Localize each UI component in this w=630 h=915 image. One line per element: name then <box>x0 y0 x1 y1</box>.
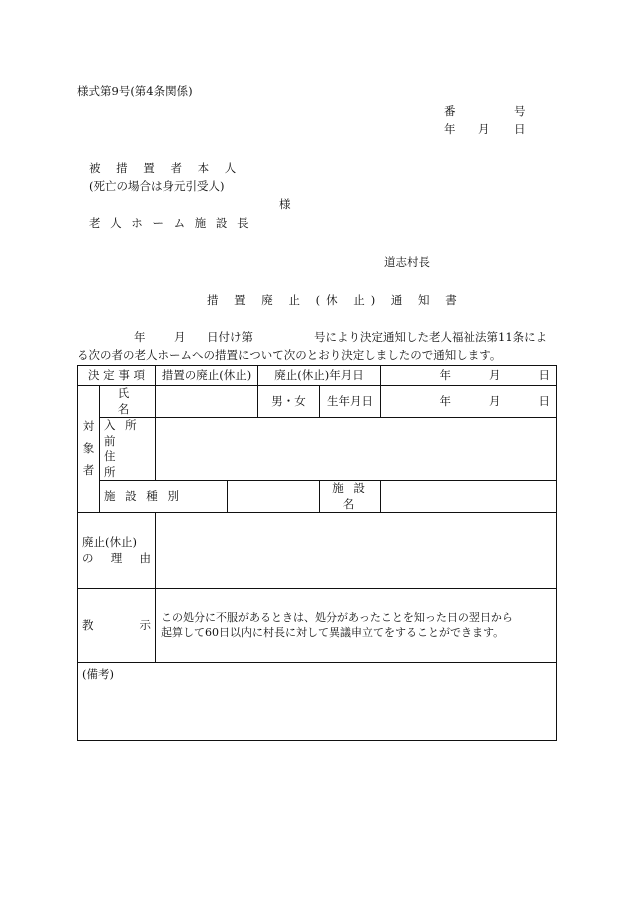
intro-month: 月 <box>174 330 186 344</box>
reason-row <box>78 513 557 589</box>
reason-label: 廃止(休止) の 理 由 <box>78 513 156 589</box>
birthdate-label: 生年月日 <box>320 386 381 418</box>
name-row <box>78 386 557 418</box>
stop-date-month: 月 <box>489 367 501 382</box>
decision-row <box>78 366 557 386</box>
document-title: 措 置 廃 止 (休 止) 通 知 書 <box>207 293 463 307</box>
number-label-ban: 番 <box>444 104 456 118</box>
stop-date-day: 日 <box>538 367 551 382</box>
facility-row <box>78 481 557 513</box>
form-number: 様式第9号(第4条関係) <box>77 84 193 98</box>
intro-line1-rest: 号により決定通知した老人福祉法第11条によ <box>314 330 548 344</box>
name-field[interactable] <box>156 386 258 418</box>
number-label-go: 号 <box>514 104 526 118</box>
address-field[interactable] <box>156 418 557 481</box>
intro-line2: る次の者の老人ホームへの措置について次のとおり決定しましたので通知します。 <box>77 348 502 362</box>
name-label: 氏 名 <box>100 386 156 418</box>
stop-date-field[interactable] <box>381 366 557 386</box>
intro-year: 年 <box>134 330 146 344</box>
form-table <box>77 365 557 741</box>
facility-type-label: 施 設 種 別 <box>100 481 228 513</box>
remarks-row <box>78 663 557 741</box>
facility-name-label: 施 設 名 <box>320 481 381 513</box>
facility-name-field[interactable] <box>381 481 557 513</box>
intro-date-no: 日付け第 <box>207 330 253 344</box>
instruction-row <box>78 589 557 663</box>
address-label: 入 所 前 住 所 <box>100 418 156 481</box>
addressee-line2: (死亡の場合は身元引受人) <box>89 179 225 193</box>
issuer-name: 道志村長 <box>384 255 430 269</box>
addressee-line3: 老 人 ホ ー ム 施 設 長 <box>89 216 252 230</box>
instruction-label: 教 示 <box>78 589 156 663</box>
birthdate-field[interactable] <box>381 386 557 418</box>
instruction-text: この処分に不服があるときは、処分があったことを知った日の翌日から 起算して60日以内に村長に対して異議申立てをすることができます。 <box>156 589 557 663</box>
date-day-label: 日 <box>514 122 526 136</box>
birthdate-year: 年 <box>439 393 452 408</box>
birthdate-day: 日 <box>538 393 551 408</box>
decision-label: 決 定 事 項 <box>78 366 156 386</box>
birthdate-month: 月 <box>489 393 501 408</box>
decision-value: 措置の廃止(休止) <box>156 366 258 386</box>
date-year-label: 年 <box>444 122 456 136</box>
subject-label: 対 象 者 <box>78 386 100 513</box>
addressee-line1: 被 措 置 者 本 人 <box>89 161 243 175</box>
date-month-label: 月 <box>478 122 490 136</box>
addressee-honorific: 様 <box>279 197 291 211</box>
gender-field[interactable]: 男・女 <box>258 386 320 418</box>
reason-field[interactable] <box>156 513 557 589</box>
stop-date-label: 廃止(休止)年月日 <box>258 366 381 386</box>
remarks-field[interactable] <box>78 663 557 741</box>
remarks-label: (備考) <box>82 667 114 682</box>
address-row <box>78 418 557 481</box>
stop-date-year: 年 <box>439 367 452 382</box>
facility-type-field[interactable] <box>228 481 320 513</box>
